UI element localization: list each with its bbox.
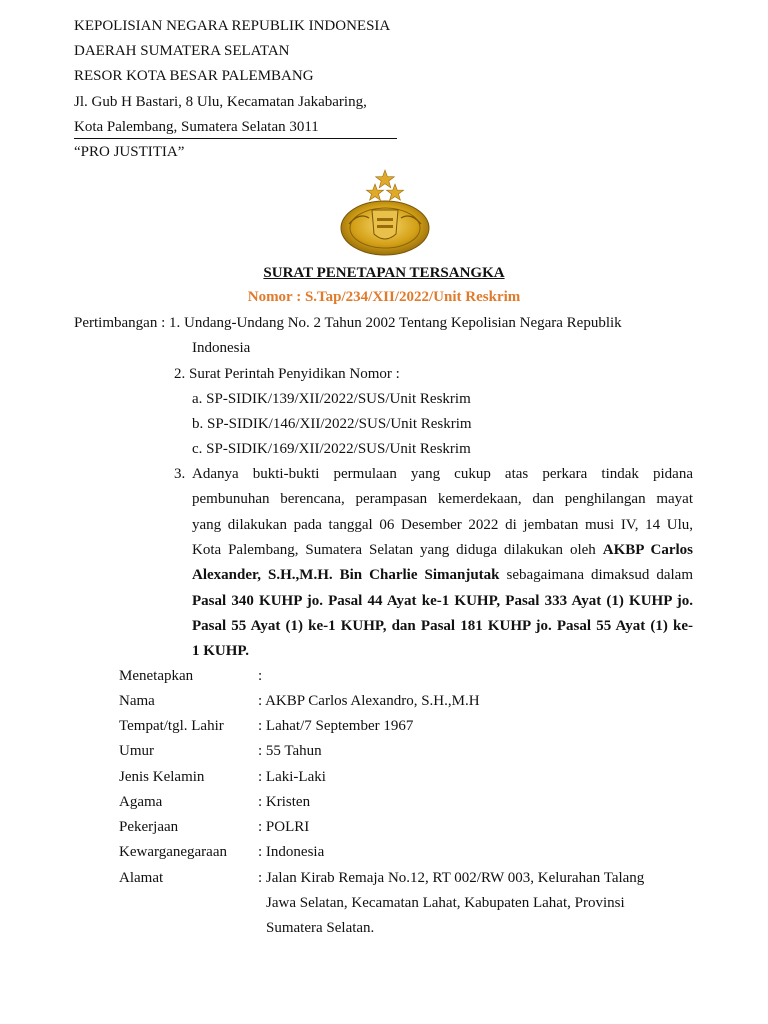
consideration-3-line-2: pembunuhan berencana, perampasan kemerdekaan, dan penghilangan mayat: [192, 491, 693, 507]
header-line-1: KEPOLISIAN NEGARA REPUBLIK INDONESIA: [74, 18, 391, 34]
document-title: SURAT PENETAPAN TERSANGKA: [263, 265, 505, 281]
consideration-3-line-8: 1 KUHP.: [192, 643, 249, 659]
header-line-3: RESOR KOTA BESAR PALEMBANG: [74, 68, 314, 85]
consideration-3-line-3: yang dilakukan pada tanggal 06 Desember 2022 di jembatan musi IV, 14 Ulu,: [192, 517, 693, 533]
consideration-3-line-1: Adanya bukti-bukti permulaan yang cukup atas perkara tindak pidana: [192, 466, 693, 482]
consideration-3-line-6: Pasal 340 KUHP jo. Pasal 44 Ayat ke-1 KUHP, Pasal 333 Ayat (1) KUHP jo.: [192, 593, 693, 609]
star-icon: [376, 170, 395, 188]
header-address-line-2: Kota Palembang, Sumatera Selatan 3011: [74, 117, 397, 139]
consideration-3-line-7: Pasal 55 Ayat (1) ke-1 KUHP, dan Pasal 181 KUHP jo. Pasal 55 Ayat (1) ke-: [192, 618, 693, 634]
field-label: Tempat/tgl. Lahir: [119, 718, 224, 734]
field-value: : Kristen: [258, 794, 311, 810]
field-value: : POLRI: [258, 819, 310, 835]
police-emblem-icon: [339, 168, 431, 258]
field-label: Jenis Kelamin: [119, 769, 205, 785]
warrant-b: b. SP-SIDIK/146/XII/2022/SUS/Unit Reskrim: [192, 416, 472, 432]
header-address-line-1: Jl. Gub H Bastari, 8 Ulu, Kecamatan Jakabaring,: [74, 93, 367, 110]
decision-colon: :: [258, 668, 263, 684]
field-label: Alamat: [119, 870, 164, 886]
consideration-1-continued: Indonesia: [192, 340, 251, 356]
field-value: : 55 Tahun: [258, 743, 322, 759]
consideration-3-number: 3.: [174, 466, 186, 482]
field-label: Agama: [119, 794, 163, 810]
address-line-2: Jawa Selatan, Kecamatan Lahat, Kabupaten Lahat, Provinsi: [266, 895, 625, 911]
field-value: : Laki-Laki: [258, 769, 326, 785]
field-value: : Jalan Kirab Remaja No.12, RT 002/RW 003, Kelurahan Talang: [258, 870, 645, 886]
consideration-3-line-5: Alexander, S.H.,M.H. Bin Charlie Simanjutak sebagaimana dimaksud dalam: [192, 567, 693, 583]
header-line-2: DAERAH SUMATERA SELATAN: [74, 43, 290, 60]
document-number: Nomor : S.Tap/234/XII/2022/Unit Reskrim: [247, 289, 521, 305]
warrant-c: c. SP-SIDIK/169/XII/2022/SUS/Unit Reskrim: [192, 441, 471, 457]
field-label: Umur: [119, 743, 154, 759]
field-label: Nama: [119, 693, 155, 709]
field-value: : Indonesia: [258, 844, 325, 860]
field-label: Kewarganegaraan: [119, 844, 227, 860]
considerations-label: Pertimbangan : 1. Undang-Undang No. 2 Tahun 2002 Tentang Kepolisian Negara Republik: [74, 315, 622, 331]
field-label: Pekerjaan: [119, 819, 179, 835]
address-line-3: Sumatera Selatan.: [266, 920, 375, 936]
field-value: : Lahat/7 September 1967: [258, 718, 414, 734]
warrant-a: a. SP-SIDIK/139/XII/2022/SUS/Unit Reskrim: [192, 391, 471, 407]
letterhead: [74, 14, 397, 165]
consideration-3-line-4: Kota Palembang, Sumatera Selatan yang diduga dilakukan oleh AKBP Carlos: [192, 542, 693, 558]
field-value: : AKBP Carlos Alexandro, S.H.,M.H: [258, 693, 480, 709]
pro-justitia: “PRO JUSTITIA”: [74, 143, 185, 160]
consideration-2: 2. Surat Perintah Penyidikan Nomor :: [174, 366, 400, 382]
decision-label: Menetapkan: [119, 668, 194, 684]
